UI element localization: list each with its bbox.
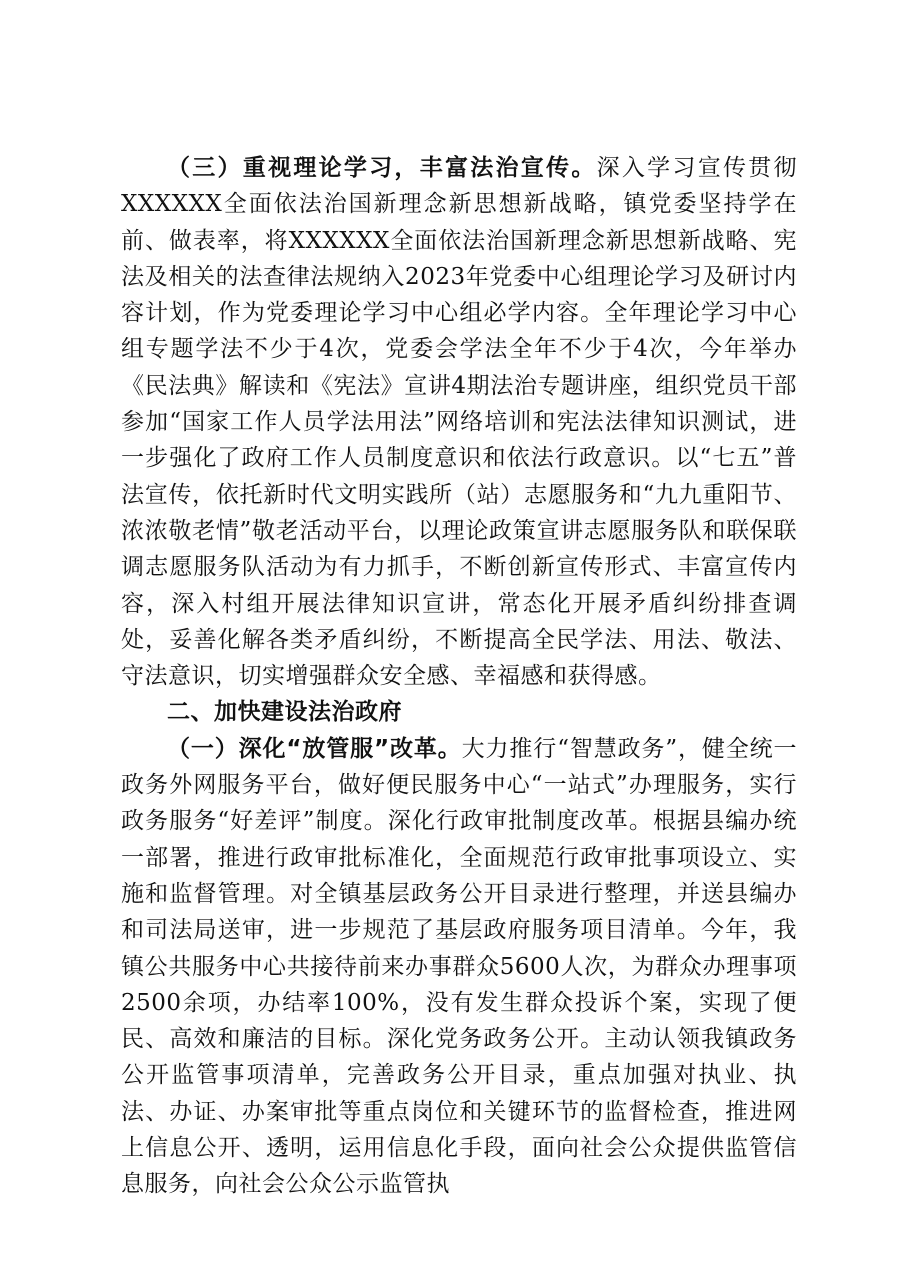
section-heading-law-based-government: 二、加快建设法治政府 (167, 699, 402, 726)
paragraph-reform (121, 731, 797, 1203)
paragraph-lead-reform: （一）深化“放管服”改革。 (167, 735, 462, 762)
paragraph-text-legal-publicity: 深入学习宣传贯彻XXXXXX全面依法治国新理念新思想新战略，镇党委坚持学在前、做表率，将XXXXXX全面依法治国新理念新思想新战略、宪法及相关的法查律法规纳入2023年党委中心组理论学习及研讨内容计划，作为党委理论学习中心组必学内容。全年理论学习中心组专题学法不少于4次，党委会学法全年不少于4次，今年举办《民法典》解读和《宪法》宣讲4期法治专题讲座，组织党员干部参加“国家工作人员学法用法”网络培训和宪法法律知识测试，进一步强化了政府工作人员制度意识和依法行政意识。以“七五”普法宣传，依托新时代文明实践所（站）志愿服务和“九九重阳节、浓浓敬老情”敬老活动平台，以理论政策宣讲志愿服务队和联保联调志愿服务队活动为有力抓手，不断创新宣传形式、丰富宣传内容，深入村组开展法律知识宣讲，常态化开展矛盾纠纷排查调处，妥善化解各类矛盾纠纷，不断提高全民学法、用法、敬法、守法意识，切实增强群众安全感、幸福感和获得感。 (121, 155, 798, 690)
paragraph-lead-legal-publicity: （三）重视理论学习，丰富法治宣传。 (167, 155, 597, 181)
paragraph-text-reform: 大力推行“智慧政务”，健全统一政务外网服务平台，做好便民服务中心“一站式”办理服务，实行政务服务“好差评”制度。深化行政审批制度改革。根据县编办统一部署，推进行政审批标准化，全面规范行政审批事项设立、实施和监督管理。对全镇基层政务公开目录进行整理，并送县编办和司法局送审，进一步规范了基层政府服务项目清单。今年，我镇公共服务中心共接待前来办事群众5600人次，为群众办理事项2500余项，办结率100%，没有发生群众投诉个案，实现了便民、高效和廉洁的目标。深化党务政务公开。主动认领我镇政务公开监管事项清单，完善政务公开目录，重点加强对执业、执法、办证、办案审批等重点岗位和关键环节的监督检查，推进网上信息公开、透明，运用信息化手段，面向社会公众提供监管信息服务，向社会公众公示监管执 (121, 735, 797, 1198)
paragraph-legal-publicity (121, 150, 797, 694)
document-body (121, 150, 797, 1203)
